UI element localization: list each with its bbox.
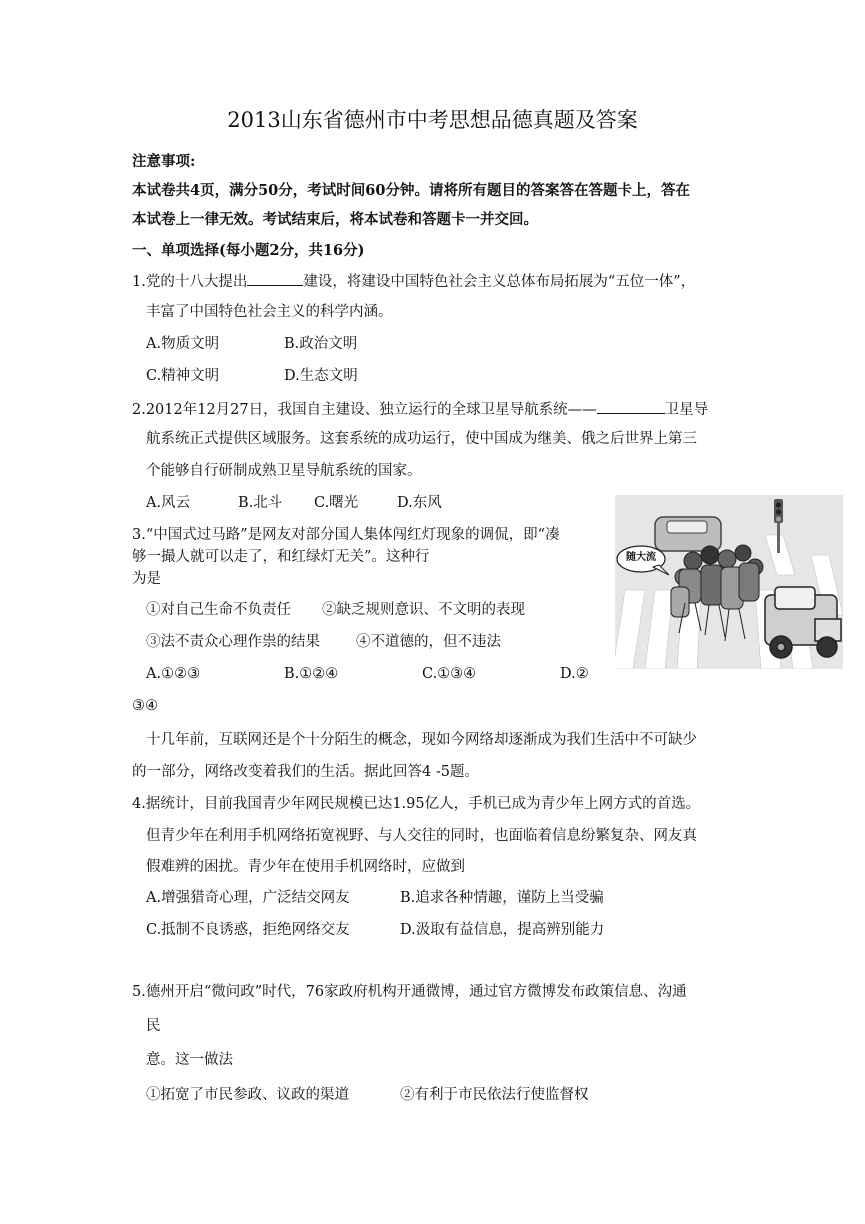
section-heading: 一、单项选择(每小题2分，共16分) — [132, 242, 365, 259]
q5-statement-1: ①拓宽了市民参政、议政的渠道 — [146, 1087, 349, 1103]
q3-statement-1: ①对自己生命不负责任 — [146, 602, 291, 618]
q1-stem-line-1 — [132, 270, 695, 292]
q2-stem-line-2: 航系统正式提供区域服务。这套系统的成功运行，使中国成为继美、俄之后世界上第三 — [146, 431, 697, 447]
q1-option-b: B.政治文明 — [284, 336, 358, 352]
q2-stem-part-a: 2.2012年12月27日，我国自主建设、独立运行的全球卫星导航系统—— — [132, 402, 597, 418]
q3-stem-line-1: 3.“中国式过马路”是网友对部分国人集体闯红灯现象的调侃，即“凑 — [132, 527, 560, 543]
q3-option-c: C.①③④ — [422, 666, 477, 682]
notice-heading: 注意事项: — [132, 153, 196, 170]
q4-option-d: D.汲取有益信息，提高辨别能力 — [400, 922, 605, 938]
q4-option-a: A.增强猎奇心理，广泛结交网友 — [146, 890, 350, 906]
q2-option-a: A.风云 — [146, 495, 191, 511]
q4-stem-line-3: 假难辨的困扰。青少年在使用手机网络时，应做到 — [146, 859, 465, 875]
q3-statement-2: ②缺乏规则意识、不文明的表现 — [322, 602, 525, 618]
q3-statement-4: ④不道德的，但不违法 — [356, 634, 501, 650]
q5-stem-line-1: 5.德州开启“微问政”时代，76家政府机构开通微博，通过官方微博发布政策信息、沟通 — [132, 984, 687, 1000]
q4-stem-line-1: 4.据统计，目前我国青少年网民规模已达1.95亿人，手机已成为青少年上网方式的首选。 — [132, 796, 701, 812]
q3-stem-line-2: 够一撮人就可以走了，和红绿灯无关”。这种行 — [132, 549, 430, 565]
q2-stem-part-b: 卫星导 — [664, 402, 709, 418]
q2-stem-line-3: 个能够自行研制成熟卫星导航系统的国家。 — [146, 463, 422, 479]
q4-option-c: C.抵制不良诱惑，拒绝网络交友 — [146, 922, 350, 938]
q2-option-d: D.东风 — [397, 495, 442, 511]
jaywalking-cartoon-image — [615, 495, 843, 669]
q1-option-c: C.精神文明 — [146, 368, 220, 384]
q4-stem-line-2: 但青少年在利用手机网络拓宽视野、与人交往的同时，也面临着信息纷繁复杂、网友真 — [146, 828, 697, 844]
crosswalk-crowd-illustration — [615, 495, 843, 669]
q2-option-b: B.北斗 — [238, 495, 283, 511]
q1-option-d: D.生态文明 — [284, 368, 358, 384]
q1-option-a: A.物质文明 — [146, 336, 220, 352]
q3-option-a: A.①②③ — [146, 666, 201, 682]
q3-option-d: D.② — [560, 666, 589, 682]
q5-statement-2: ②有利于市民依法行使监督权 — [400, 1087, 589, 1103]
speech-bubble-text: 随大流 — [626, 552, 656, 563]
passage-line-2: 的一部分，网络改变着我们的生活。据此回答4 -5题。 — [132, 764, 479, 780]
q1-stem-part-b: 建设，将建设中国特色社会主义总体布局拓展为“五位一体”， — [303, 274, 696, 290]
q3-option-d-continued: ③④ — [132, 698, 158, 714]
notice-line-1: 本试卷共4页，满分50分，考试时间60分钟。请将所有题目的答案答在答题卡上，答在 — [132, 182, 690, 199]
q2-answer-blank — [597, 398, 665, 414]
q1-stem-line-2: 丰富了中国特色社会主义的科学内涵。 — [146, 304, 393, 320]
notice-line-2: 本试卷上一律无效。考试结束后，将本试卷和答题卡一并交回。 — [132, 211, 538, 228]
q3-stem-line-3: 为是 — [132, 571, 161, 587]
q3-statement-3: ③法不责众心理作祟的结果 — [146, 634, 320, 650]
page-title: 2013山东省德州市中考思想品德真题及答案 — [227, 108, 638, 132]
q5-stem-line-3: 意。这一做法 — [146, 1052, 233, 1068]
q4-option-b: B.追求各种情趣，谨防上当受骗 — [400, 890, 604, 906]
q2-stem-line-1 — [132, 398, 708, 420]
passage-line-1: 十几年前，互联网还是个十分陌生的概念，现如今网络却逐渐成为我们生活中不可缺少 — [146, 732, 697, 748]
q3-option-b: B.①②④ — [284, 666, 339, 682]
q2-option-c: C.曙光 — [314, 495, 359, 511]
q5-stem-line-2: 民 — [146, 1018, 161, 1034]
q1-answer-blank — [247, 270, 303, 286]
q1-stem-part-a: 1.党的十八大提出 — [132, 274, 248, 290]
